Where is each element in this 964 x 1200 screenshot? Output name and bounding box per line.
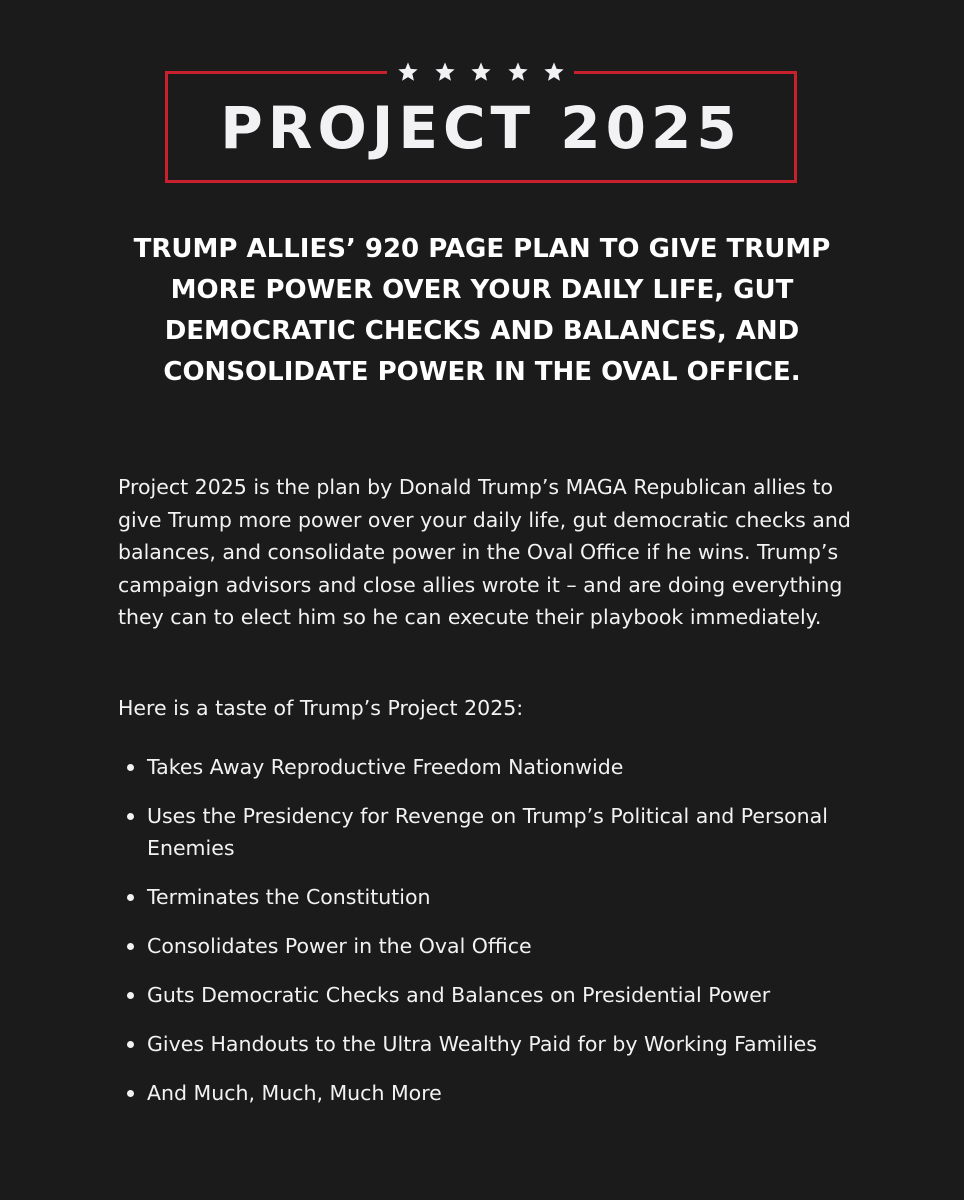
- intro-paragraph: Project 2025 is the plan by Donald Trump’s MAGA Republican allies to give Trump more power over your daily life, gut democratic checks and balances, and consolidate power in the Oval Office if he wins. Trump’s campaign advisors and close allies wrote it – and are doing everything they can to elect him so he can execute their playbook immediately.: [118, 475, 851, 629]
- list-item: [118, 1077, 858, 1109]
- list-item-text: Guts Democratic Checks and Balances on Presidential Power: [147, 983, 771, 1007]
- list-item-text: Uses the Presidency for Revenge on Trump’s Political and Personal Enemies: [147, 804, 828, 860]
- logo-frame-top-right: [574, 71, 797, 74]
- taste-intro: Here is a taste of Trump’s Project 2025:: [118, 696, 524, 720]
- star-icon: [507, 61, 529, 83]
- list-item: [118, 930, 858, 962]
- bullet-dot: [127, 992, 134, 999]
- star-icon: [543, 61, 565, 83]
- list-item: [118, 881, 858, 913]
- list-item-text: Gives Handouts to the Ultra Wealthy Paid for by Working Families: [147, 1032, 817, 1056]
- star-icon: [397, 61, 419, 83]
- list-item-text: And Much, Much, Much More: [147, 1081, 442, 1105]
- logo-stars: [397, 56, 565, 88]
- list-item: [118, 800, 858, 864]
- bullet-dot: [127, 943, 134, 950]
- headline: TRUMP ALLIES’ 920 PAGE PLAN TO GIVE TRUMP MORE POWER OVER YOUR DAILY LIFE, GUT DEMOCRATIC CHECKS AND BALANCES, AND CONSOLIDATE POWER IN THE OVAL OFFICE.: [133, 234, 831, 387]
- list-item-text: Consolidates Power in the Oval Office: [147, 934, 532, 958]
- logo-frame-top-left: [165, 71, 387, 74]
- bullet-dot: [127, 764, 134, 771]
- list-item: [118, 1028, 858, 1060]
- star-icon: [470, 61, 492, 83]
- list-item: [118, 979, 858, 1011]
- bullet-dot: [127, 894, 134, 901]
- logo-title: PROJECT 2025: [220, 94, 742, 162]
- list-item: [118, 751, 858, 783]
- bullet-list: [118, 751, 858, 1126]
- bullet-dot: [127, 1041, 134, 1048]
- list-item-text: Terminates the Constitution: [147, 885, 431, 909]
- star-icon: [434, 61, 456, 83]
- bullet-dot: [127, 813, 134, 820]
- bullet-dot: [127, 1090, 134, 1097]
- list-item-text: Takes Away Reproductive Freedom Nationwide: [147, 755, 624, 779]
